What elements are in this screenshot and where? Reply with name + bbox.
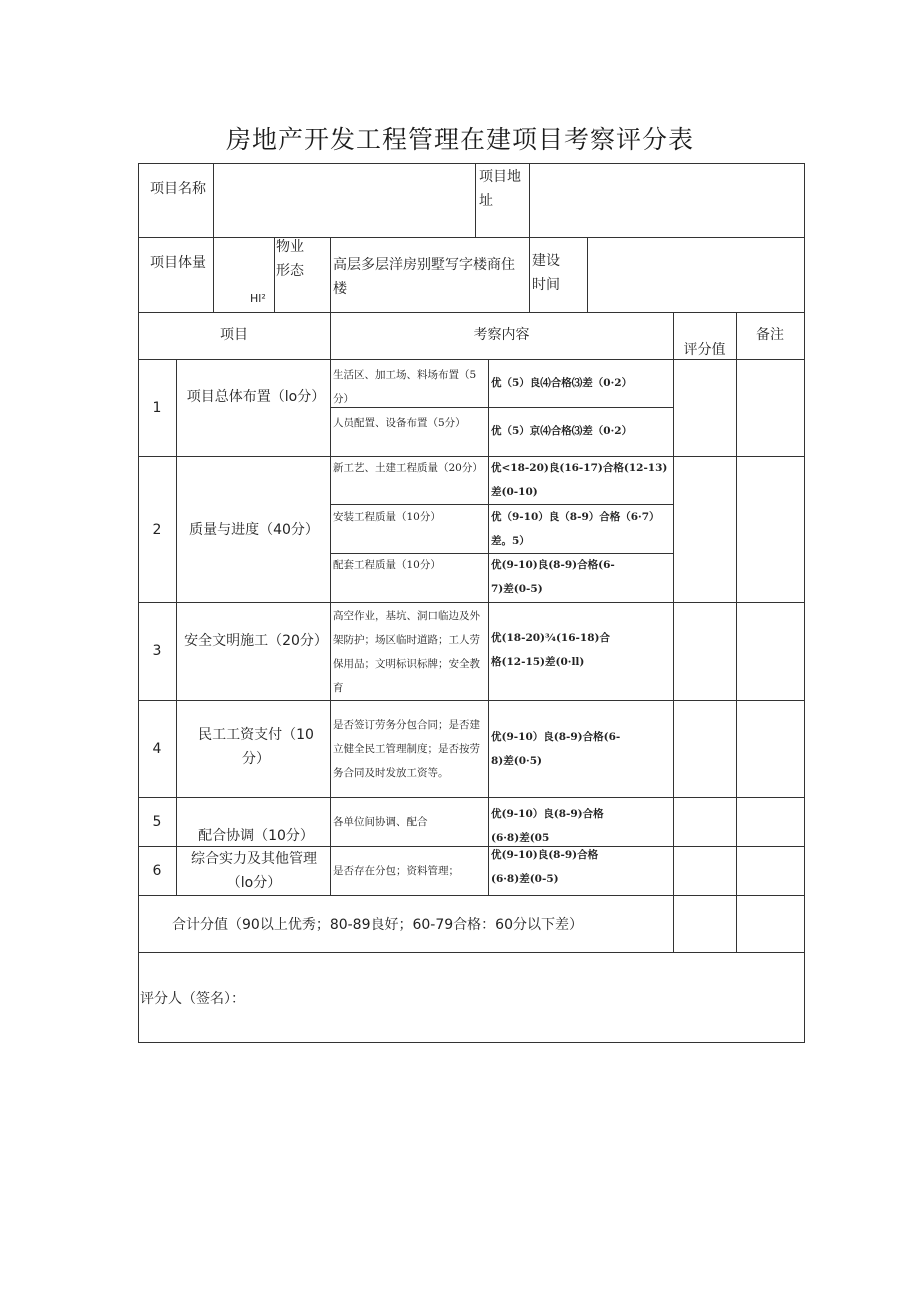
row-criteria: 优（5）良⑷合格⑶差（0·2） bbox=[491, 377, 633, 389]
row-criteria: 优(9-10）良(8-9)合格(6·8)差(05 bbox=[491, 808, 604, 844]
property-type-value: 高层多层洋房别墅写字楼商住楼 bbox=[333, 257, 515, 297]
row-content: 生活区、加工场、料场布置（5分） bbox=[333, 369, 477, 405]
row-content: 高空作业，基坑、洞口临边及外架防护；场区临时道路；工人劳保用品；文明标识标牌；安全教育 bbox=[333, 610, 480, 694]
total-score-label: 合计分值（90以上优秀；80-89良好；60-79合格：60分以下差） bbox=[172, 917, 583, 933]
row-number: 2 bbox=[152, 522, 162, 538]
row-number: 4 bbox=[152, 741, 162, 757]
property-type-label: 物业形态 bbox=[276, 239, 304, 279]
row-criteria: 优(9-10）良(8-9)合格(6-8)差(0·5) bbox=[491, 731, 621, 767]
row-number: 5 bbox=[152, 814, 162, 830]
row-content: 是否签订劳务分包合同；是否建立健全民工管理制度；是否按劳务合同及时发放工资等。 bbox=[333, 719, 480, 779]
row-content: 人员配置、设备布置（5分） bbox=[333, 417, 466, 429]
header-item: 项目 bbox=[220, 327, 248, 343]
row-number: 6 bbox=[152, 863, 162, 879]
row-item-name: 安全文明施工（20分） bbox=[184, 633, 328, 649]
build-time-label: 建设时间 bbox=[532, 253, 560, 293]
signature-label: 评分人（签名）： bbox=[140, 991, 245, 1007]
row-content: 安装工程质量（10分） bbox=[333, 511, 441, 523]
project-address-field[interactable] bbox=[530, 165, 803, 237]
row-item-name: 质量与进度（40分） bbox=[189, 522, 319, 538]
row-number: 3 bbox=[152, 643, 162, 659]
row-content: 配套工程质量（10分） bbox=[333, 559, 441, 571]
row-number: 1 bbox=[152, 400, 162, 416]
project-name-field[interactable] bbox=[214, 165, 474, 237]
row-item-name: 项目总体布置（lo分） bbox=[186, 389, 326, 405]
row-criteria: 优(9-10)良(8-9)合格(6·8)差(0-5) bbox=[491, 849, 599, 885]
row-criteria: 优(18-20)¾(16-18)合格(12-15)差(0·ll) bbox=[491, 632, 610, 668]
header-content: 考察内容 bbox=[473, 327, 530, 343]
project-name-label: 项目名称 bbox=[150, 181, 206, 197]
build-time-field[interactable] bbox=[588, 239, 803, 311]
project-address-label: 项目地址 bbox=[479, 169, 521, 209]
row-criteria: 优（9-10）良（8-9）合格（6·7）差。5） bbox=[491, 511, 655, 547]
evaluation-table bbox=[138, 163, 805, 1043]
page-title: 房地产开发工程管理在建项目考察评分表 bbox=[225, 125, 694, 154]
row-content: 新工艺、土建工程质量（20分） bbox=[333, 462, 483, 474]
row-item-name: 民工工资支付（10分） bbox=[198, 727, 314, 767]
row-item-name: 综合实力及其他管理（lo分） bbox=[191, 851, 317, 891]
header-score: 评分值 bbox=[683, 342, 726, 358]
row-criteria: 优<18-20)良(16-17)合格(12-13)差(0-10) bbox=[491, 462, 668, 498]
header-remark: 备注 bbox=[756, 327, 784, 343]
row-item-name: 配合协调（10分） bbox=[198, 828, 314, 844]
row-criteria: 优(9-10)良(8-9)合格(6-7)差(0-5) bbox=[491, 559, 615, 595]
volume-unit: Hl² bbox=[250, 292, 266, 305]
row-content: 是否存在分包；资料管理； bbox=[333, 865, 459, 877]
row-content: 各单位间协调、配合 bbox=[333, 816, 428, 828]
row-criteria: 优（5）京⑷合格⑶差（0·2） bbox=[491, 425, 633, 437]
project-volume-label: 项目体量 bbox=[150, 255, 206, 271]
